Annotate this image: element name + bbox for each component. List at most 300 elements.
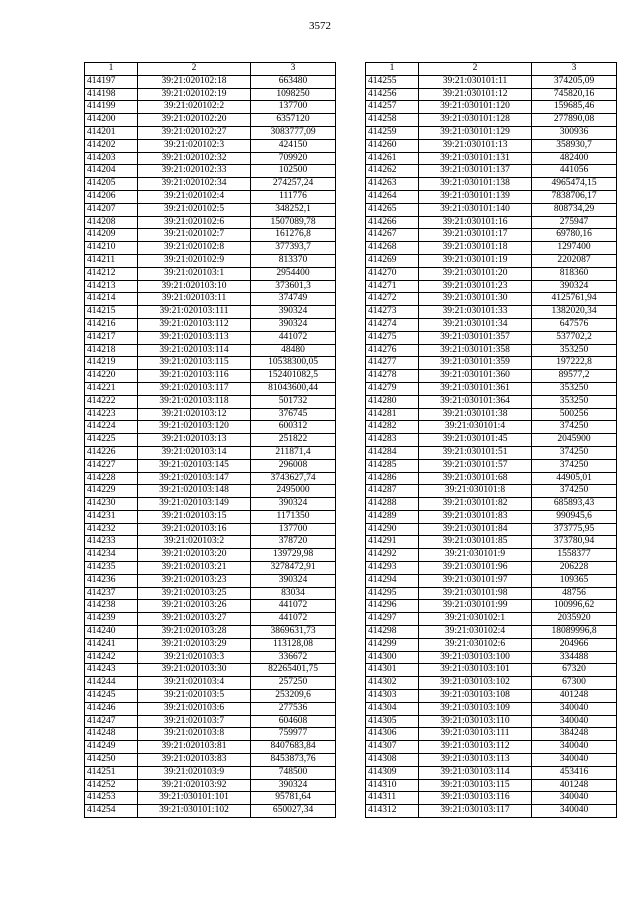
record-number-cell: 414271 bbox=[366, 280, 419, 293]
column-header-1: 1 bbox=[85, 63, 138, 76]
table-row bbox=[85, 357, 336, 370]
value-cell: 204966 bbox=[532, 638, 617, 651]
value-cell: 377393,7 bbox=[251, 242, 336, 255]
value-cell: 109365 bbox=[532, 574, 617, 587]
table-row bbox=[85, 498, 336, 511]
value-cell: 358930,7 bbox=[532, 139, 617, 152]
record-number-cell: 414197 bbox=[85, 75, 138, 88]
value-cell: 441056 bbox=[532, 165, 617, 178]
cadastral-number-cell: 39:21:030101:120 bbox=[419, 101, 532, 114]
table-row bbox=[85, 139, 336, 152]
table-row bbox=[366, 779, 617, 792]
record-number-cell: 414301 bbox=[366, 664, 419, 677]
table-row bbox=[366, 485, 617, 498]
table-row bbox=[85, 638, 336, 651]
cadastral-number-cell: 39:21:020103:148 bbox=[138, 485, 251, 498]
record-number-cell: 414216 bbox=[85, 318, 138, 331]
table-row bbox=[366, 190, 617, 203]
cadastral-number-cell: 39:21:030101:360 bbox=[419, 370, 532, 383]
data-table-right bbox=[365, 62, 617, 818]
table-row bbox=[366, 203, 617, 216]
cadastral-number-cell: 39:21:030103:102 bbox=[419, 677, 532, 690]
record-number-cell: 414270 bbox=[366, 267, 419, 280]
table-row bbox=[366, 344, 617, 357]
record-number-cell: 414264 bbox=[366, 190, 419, 203]
table-row bbox=[85, 446, 336, 459]
cadastral-number-cell: 39:21:020103:3 bbox=[138, 651, 251, 664]
record-number-cell: 414243 bbox=[85, 664, 138, 677]
table-row bbox=[366, 766, 617, 779]
value-cell: 1558377 bbox=[532, 549, 617, 562]
cadastral-number-cell: 39:21:020102:27 bbox=[138, 126, 251, 139]
record-number-cell: 414268 bbox=[366, 242, 419, 255]
table-row bbox=[85, 613, 336, 626]
table-row bbox=[85, 280, 336, 293]
record-number-cell: 414277 bbox=[366, 357, 419, 370]
value-cell: 650027,34 bbox=[251, 805, 336, 818]
value-cell: 604608 bbox=[251, 715, 336, 728]
record-number-cell: 414260 bbox=[366, 139, 419, 152]
value-cell: 390324 bbox=[251, 318, 336, 331]
record-number-cell: 414288 bbox=[366, 498, 419, 511]
table-row bbox=[366, 216, 617, 229]
cadastral-number-cell: 39:21:020102:8 bbox=[138, 242, 251, 255]
value-cell: 159685,46 bbox=[532, 101, 617, 114]
table-row bbox=[85, 510, 336, 523]
cadastral-number-cell: 39:21:020103:10 bbox=[138, 280, 251, 293]
record-number-cell: 414309 bbox=[366, 766, 419, 779]
value-cell: 685893,43 bbox=[532, 498, 617, 511]
record-number-cell: 414278 bbox=[366, 370, 419, 383]
value-cell: 111776 bbox=[251, 190, 336, 203]
cadastral-number-cell: 39:21:030101:9 bbox=[419, 549, 532, 562]
table-row bbox=[366, 651, 617, 664]
record-number-cell: 414231 bbox=[85, 510, 138, 523]
table-row bbox=[85, 203, 336, 216]
value-cell: 257250 bbox=[251, 677, 336, 690]
record-number-cell: 414211 bbox=[85, 254, 138, 267]
value-cell: 390324 bbox=[251, 779, 336, 792]
record-number-cell: 414255 bbox=[366, 75, 419, 88]
table-row bbox=[366, 472, 617, 485]
column-header-2: 2 bbox=[419, 63, 532, 76]
cadastral-number-cell: 39:21:020103:115 bbox=[138, 357, 251, 370]
record-number-cell: 414281 bbox=[366, 408, 419, 421]
table-row bbox=[366, 280, 617, 293]
cadastral-number-cell: 39:21:030101:13 bbox=[419, 139, 532, 152]
value-cell: 161276,8 bbox=[251, 229, 336, 242]
cadastral-number-cell: 39:21:030101:99 bbox=[419, 600, 532, 613]
table-row bbox=[85, 664, 336, 677]
record-number-cell: 414295 bbox=[366, 587, 419, 600]
record-number-cell: 414204 bbox=[85, 165, 138, 178]
record-number-cell: 414280 bbox=[366, 395, 419, 408]
table-row bbox=[85, 728, 336, 741]
value-cell: 373780,94 bbox=[532, 536, 617, 549]
value-cell: 137700 bbox=[251, 101, 336, 114]
column-header-1: 1 bbox=[366, 63, 419, 76]
table-row bbox=[85, 523, 336, 536]
table-row bbox=[366, 792, 617, 805]
value-cell: 251822 bbox=[251, 434, 336, 447]
table-row bbox=[85, 306, 336, 319]
record-number-cell: 414303 bbox=[366, 690, 419, 703]
value-cell: 813370 bbox=[251, 254, 336, 267]
cadastral-number-cell: 39:21:030101:364 bbox=[419, 395, 532, 408]
table-row bbox=[366, 715, 617, 728]
cadastral-number-cell: 39:21:030101:357 bbox=[419, 331, 532, 344]
cadastral-number-cell: 39:21:020103:29 bbox=[138, 638, 251, 651]
table-row bbox=[85, 229, 336, 242]
cadastral-number-cell: 39:21:020102:4 bbox=[138, 190, 251, 203]
value-cell: 253209,6 bbox=[251, 690, 336, 703]
record-number-cell: 414312 bbox=[366, 805, 419, 818]
record-number-cell: 414223 bbox=[85, 408, 138, 421]
value-cell: 211871,4 bbox=[251, 446, 336, 459]
cadastral-number-cell: 39:21:020103:118 bbox=[138, 395, 251, 408]
cadastral-number-cell: 39:21:030102:4 bbox=[419, 626, 532, 639]
table-row bbox=[366, 574, 617, 587]
table-row bbox=[85, 434, 336, 447]
record-number-cell: 414274 bbox=[366, 318, 419, 331]
table-row bbox=[366, 318, 617, 331]
value-cell: 808734,29 bbox=[532, 203, 617, 216]
record-number-cell: 414215 bbox=[85, 306, 138, 319]
value-cell: 206228 bbox=[532, 562, 617, 575]
table-header-row bbox=[366, 63, 617, 76]
record-number-cell: 414285 bbox=[366, 459, 419, 472]
value-cell: 8453873,76 bbox=[251, 754, 336, 767]
value-cell: 340040 bbox=[532, 715, 617, 728]
table-row bbox=[85, 293, 336, 306]
value-cell: 353250 bbox=[532, 382, 617, 395]
cadastral-number-cell: 39:21:020103:20 bbox=[138, 549, 251, 562]
record-number-cell: 414275 bbox=[366, 331, 419, 344]
cadastral-number-cell: 39:21:030101:33 bbox=[419, 306, 532, 319]
cadastral-number-cell: 39:21:020103:27 bbox=[138, 613, 251, 626]
record-number-cell: 414235 bbox=[85, 562, 138, 575]
value-cell: 82265401,75 bbox=[251, 664, 336, 677]
table-row bbox=[85, 600, 336, 613]
value-cell: 374250 bbox=[532, 485, 617, 498]
table-row bbox=[85, 741, 336, 754]
record-number-cell: 414283 bbox=[366, 434, 419, 447]
value-cell: 2202087 bbox=[532, 254, 617, 267]
table-row bbox=[85, 370, 336, 383]
value-cell: 353250 bbox=[532, 344, 617, 357]
record-number-cell: 414248 bbox=[85, 728, 138, 741]
record-number-cell: 414202 bbox=[85, 139, 138, 152]
page-number: 3572 bbox=[309, 20, 331, 32]
value-cell: 113128,08 bbox=[251, 638, 336, 651]
record-number-cell: 414308 bbox=[366, 754, 419, 767]
value-cell: 1382020,34 bbox=[532, 306, 617, 319]
value-cell: 152401082,5 bbox=[251, 370, 336, 383]
cadastral-number-cell: 39:21:030102:1 bbox=[419, 613, 532, 626]
table-row bbox=[85, 126, 336, 139]
record-number-cell: 414298 bbox=[366, 626, 419, 639]
record-number-cell: 414218 bbox=[85, 344, 138, 357]
value-cell: 2035920 bbox=[532, 613, 617, 626]
record-number-cell: 414290 bbox=[366, 523, 419, 536]
value-cell: 373601,3 bbox=[251, 280, 336, 293]
record-number-cell: 414266 bbox=[366, 216, 419, 229]
cadastral-number-cell: 39:21:020102:20 bbox=[138, 114, 251, 127]
record-number-cell: 414302 bbox=[366, 677, 419, 690]
record-number-cell: 414209 bbox=[85, 229, 138, 242]
value-cell: 537702,2 bbox=[532, 331, 617, 344]
cadastral-number-cell: 39:21:030101:129 bbox=[419, 126, 532, 139]
table-row bbox=[85, 702, 336, 715]
cadastral-number-cell: 39:21:020102:2 bbox=[138, 101, 251, 114]
table-row bbox=[366, 702, 617, 715]
table-row bbox=[366, 741, 617, 754]
cadastral-number-cell: 39:21:030101:140 bbox=[419, 203, 532, 216]
table-row bbox=[85, 254, 336, 267]
value-cell: 69780,16 bbox=[532, 229, 617, 242]
record-number-cell: 414247 bbox=[85, 715, 138, 728]
cadastral-number-cell: 39:21:030101:30 bbox=[419, 293, 532, 306]
record-number-cell: 414249 bbox=[85, 741, 138, 754]
record-number-cell: 414213 bbox=[85, 280, 138, 293]
value-cell: 378720 bbox=[251, 536, 336, 549]
record-number-cell: 414292 bbox=[366, 549, 419, 562]
table-row bbox=[85, 574, 336, 587]
table-row bbox=[85, 101, 336, 114]
record-number-cell: 414246 bbox=[85, 702, 138, 715]
value-cell: 390324 bbox=[532, 280, 617, 293]
record-number-cell: 414254 bbox=[85, 805, 138, 818]
value-cell: 340040 bbox=[532, 754, 617, 767]
value-cell: 3869631,73 bbox=[251, 626, 336, 639]
cadastral-number-cell: 39:21:030103:110 bbox=[419, 715, 532, 728]
cadastral-number-cell: 39:21:020103:83 bbox=[138, 754, 251, 767]
record-number-cell: 414253 bbox=[85, 792, 138, 805]
cadastral-number-cell: 39:21:030101:101 bbox=[138, 792, 251, 805]
record-number-cell: 414198 bbox=[85, 88, 138, 101]
table-row bbox=[85, 587, 336, 600]
record-number-cell: 414269 bbox=[366, 254, 419, 267]
record-number-cell: 414250 bbox=[85, 754, 138, 767]
value-cell: 2045900 bbox=[532, 434, 617, 447]
value-cell: 4125761,94 bbox=[532, 293, 617, 306]
cadastral-number-cell: 39:21:030101:102 bbox=[138, 805, 251, 818]
cadastral-number-cell: 39:21:030101:17 bbox=[419, 229, 532, 242]
table-row bbox=[85, 75, 336, 88]
record-number-cell: 414233 bbox=[85, 536, 138, 549]
cadastral-number-cell: 39:21:020103:149 bbox=[138, 498, 251, 511]
cadastral-number-cell: 39:21:020103:1 bbox=[138, 267, 251, 280]
cadastral-number-cell: 39:21:020103:13 bbox=[138, 434, 251, 447]
record-number-cell: 414222 bbox=[85, 395, 138, 408]
cadastral-number-cell: 39:21:030101:139 bbox=[419, 190, 532, 203]
table-row bbox=[85, 421, 336, 434]
record-number-cell: 414257 bbox=[366, 101, 419, 114]
record-number-cell: 414230 bbox=[85, 498, 138, 511]
cadastral-number-cell: 39:21:020103:9 bbox=[138, 766, 251, 779]
cadastral-number-cell: 39:21:020103:28 bbox=[138, 626, 251, 639]
cadastral-number-cell: 39:21:030101:45 bbox=[419, 434, 532, 447]
record-number-cell: 414306 bbox=[366, 728, 419, 741]
cadastral-number-cell: 39:21:020103:111 bbox=[138, 306, 251, 319]
cadastral-number-cell: 39:21:030101:57 bbox=[419, 459, 532, 472]
record-number-cell: 414221 bbox=[85, 382, 138, 395]
cadastral-number-cell: 39:21:030103:109 bbox=[419, 702, 532, 715]
record-number-cell: 414286 bbox=[366, 472, 419, 485]
cadastral-number-cell: 39:21:020103:25 bbox=[138, 587, 251, 600]
value-cell: 745820,16 bbox=[532, 88, 617, 101]
table-row bbox=[366, 510, 617, 523]
record-number-cell: 414237 bbox=[85, 587, 138, 600]
table-row bbox=[366, 562, 617, 575]
table-row bbox=[366, 306, 617, 319]
value-cell: 374250 bbox=[532, 446, 617, 459]
cadastral-number-cell: 39:21:020102:18 bbox=[138, 75, 251, 88]
value-cell: 709920 bbox=[251, 152, 336, 165]
table-row bbox=[85, 242, 336, 255]
record-number-cell: 414272 bbox=[366, 293, 419, 306]
table-row bbox=[85, 267, 336, 280]
cadastral-number-cell: 39:21:030101:82 bbox=[419, 498, 532, 511]
value-cell: 67300 bbox=[532, 677, 617, 690]
record-number-cell: 414294 bbox=[366, 574, 419, 587]
table-row bbox=[85, 766, 336, 779]
cadastral-number-cell: 39:21:020103:117 bbox=[138, 382, 251, 395]
value-cell: 1297400 bbox=[532, 242, 617, 255]
record-number-cell: 414282 bbox=[366, 421, 419, 434]
table-row bbox=[85, 779, 336, 792]
record-number-cell: 414310 bbox=[366, 779, 419, 792]
record-number-cell: 414244 bbox=[85, 677, 138, 690]
cadastral-number-cell: 39:21:020102:9 bbox=[138, 254, 251, 267]
value-cell: 348252,1 bbox=[251, 203, 336, 216]
value-cell: 137700 bbox=[251, 523, 336, 536]
record-number-cell: 414299 bbox=[366, 638, 419, 651]
value-cell: 334488 bbox=[532, 651, 617, 664]
table-row bbox=[366, 101, 617, 114]
value-cell: 100996,62 bbox=[532, 600, 617, 613]
value-cell: 1171350 bbox=[251, 510, 336, 523]
value-cell: 277536 bbox=[251, 702, 336, 715]
value-cell: 8407683,84 bbox=[251, 741, 336, 754]
cadastral-number-cell: 39:21:020103:145 bbox=[138, 459, 251, 472]
column-header-3: 3 bbox=[251, 63, 336, 76]
table-row bbox=[85, 165, 336, 178]
record-number-cell: 414241 bbox=[85, 638, 138, 651]
table-row bbox=[366, 370, 617, 383]
record-number-cell: 414210 bbox=[85, 242, 138, 255]
value-cell: 647576 bbox=[532, 318, 617, 331]
value-cell: 6357120 bbox=[251, 114, 336, 127]
value-cell: 197222,8 bbox=[532, 357, 617, 370]
record-number-cell: 414296 bbox=[366, 600, 419, 613]
cadastral-number-cell: 39:21:030101:137 bbox=[419, 165, 532, 178]
cadastral-number-cell: 39:21:020103:15 bbox=[138, 510, 251, 523]
cadastral-number-cell: 39:21:020103:92 bbox=[138, 779, 251, 792]
value-cell: 424150 bbox=[251, 139, 336, 152]
record-number-cell: 414199 bbox=[85, 101, 138, 114]
value-cell: 44905,01 bbox=[532, 472, 617, 485]
value-cell: 748500 bbox=[251, 766, 336, 779]
record-number-cell: 414307 bbox=[366, 741, 419, 754]
table-row bbox=[85, 677, 336, 690]
record-number-cell: 414228 bbox=[85, 472, 138, 485]
record-number-cell: 414289 bbox=[366, 510, 419, 523]
cadastral-number-cell: 39:21:020103:12 bbox=[138, 408, 251, 421]
value-cell: 340040 bbox=[532, 792, 617, 805]
record-number-cell: 414265 bbox=[366, 203, 419, 216]
table-row bbox=[366, 600, 617, 613]
cadastral-number-cell: 39:21:030103:108 bbox=[419, 690, 532, 703]
cadastral-number-cell: 39:21:030101:131 bbox=[419, 152, 532, 165]
cadastral-number-cell: 39:21:030101:128 bbox=[419, 114, 532, 127]
value-cell: 663480 bbox=[251, 75, 336, 88]
table-row bbox=[85, 318, 336, 331]
table-row bbox=[366, 638, 617, 651]
table-row bbox=[85, 549, 336, 562]
record-number-cell: 414287 bbox=[366, 485, 419, 498]
record-number-cell: 414224 bbox=[85, 421, 138, 434]
table-row bbox=[366, 75, 617, 88]
cadastral-number-cell: 39:21:020103:8 bbox=[138, 728, 251, 741]
value-cell: 600312 bbox=[251, 421, 336, 434]
cadastral-number-cell: 39:21:020103:11 bbox=[138, 293, 251, 306]
value-cell: 390324 bbox=[251, 574, 336, 587]
cadastral-number-cell: 39:21:020103:147 bbox=[138, 472, 251, 485]
table-row bbox=[85, 178, 336, 191]
table-row bbox=[85, 152, 336, 165]
table-row bbox=[366, 664, 617, 677]
table-row bbox=[366, 754, 617, 767]
table-row bbox=[85, 715, 336, 728]
value-cell: 340040 bbox=[532, 805, 617, 818]
cadastral-number-cell: 39:21:030101:96 bbox=[419, 562, 532, 575]
cadastral-number-cell: 39:21:030103:115 bbox=[419, 779, 532, 792]
table-row bbox=[85, 792, 336, 805]
cadastral-number-cell: 39:21:030103:101 bbox=[419, 664, 532, 677]
table-body-right bbox=[366, 75, 617, 817]
table-row bbox=[85, 88, 336, 101]
value-cell: 373775,95 bbox=[532, 523, 617, 536]
cadastral-number-cell: 39:21:030103:100 bbox=[419, 651, 532, 664]
record-number-cell: 414234 bbox=[85, 549, 138, 562]
value-cell: 277890,08 bbox=[532, 114, 617, 127]
value-cell: 1098250 bbox=[251, 88, 336, 101]
table-row bbox=[366, 229, 617, 242]
value-cell: 453416 bbox=[532, 766, 617, 779]
column-header-3: 3 bbox=[532, 63, 617, 76]
cadastral-number-cell: 39:21:030103:112 bbox=[419, 741, 532, 754]
value-cell: 374250 bbox=[532, 459, 617, 472]
table-row bbox=[366, 126, 617, 139]
cadastral-number-cell: 39:21:020103:14 bbox=[138, 446, 251, 459]
table-row bbox=[366, 267, 617, 280]
record-number-cell: 414300 bbox=[366, 651, 419, 664]
record-number-cell: 414200 bbox=[85, 114, 138, 127]
cadastral-number-cell: 39:21:020103:5 bbox=[138, 690, 251, 703]
cadastral-number-cell: 39:21:030101:83 bbox=[419, 510, 532, 523]
value-cell: 340040 bbox=[532, 702, 617, 715]
cadastral-number-cell: 39:21:030101:85 bbox=[419, 536, 532, 549]
record-number-cell: 414279 bbox=[366, 382, 419, 395]
cadastral-number-cell: 39:21:030101:38 bbox=[419, 408, 532, 421]
value-cell: 384248 bbox=[532, 728, 617, 741]
table-row bbox=[366, 523, 617, 536]
cadastral-number-cell: 39:21:030101:23 bbox=[419, 280, 532, 293]
value-cell: 482400 bbox=[532, 152, 617, 165]
record-number-cell: 414311 bbox=[366, 792, 419, 805]
cadastral-number-cell: 39:21:020103:112 bbox=[138, 318, 251, 331]
